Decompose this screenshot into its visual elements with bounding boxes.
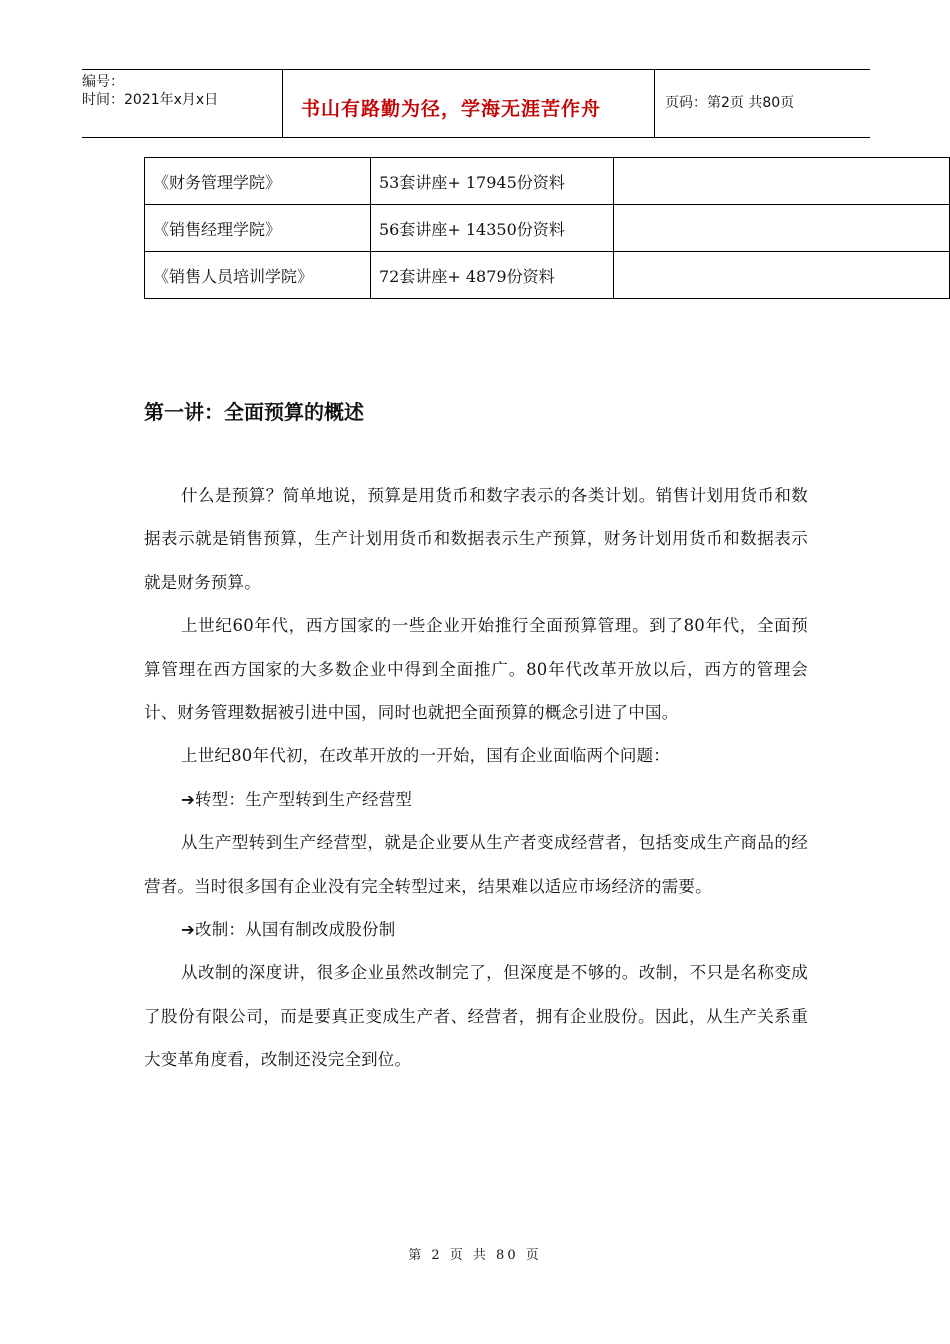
bullet-point — [144, 908, 808, 951]
table-cell-name: 《财务管理学院》 — [145, 158, 371, 205]
section-title: 第一讲：全面预算的概述 — [144, 400, 364, 424]
header-page-label: 页码：第2页 共80页 — [665, 95, 795, 111]
table-cell-name: 《销售人员培训学院》 — [145, 252, 371, 299]
table-cell-note — [614, 158, 950, 205]
time-label: 时间：2021年x月x日 — [82, 92, 219, 108]
table-cell-note — [614, 252, 950, 299]
table-row — [145, 158, 950, 205]
arrow-icon: ➔ — [181, 789, 196, 809]
bullet-point — [144, 778, 808, 821]
table-cell-content: 53套讲座+ 17945份资料 — [371, 158, 614, 205]
paragraph: 从生产型转到生产经营型，就是企业要从生产者变成经营者，包括变成生产商品的经营者。当时很多国有企业没有完全转型过来，结果难以适应市场经济的需要。 — [144, 833, 808, 896]
arrow-icon: ➔ — [181, 920, 196, 940]
table-cell-note — [614, 205, 950, 252]
motto-text: 书山有路勤为径，学海无涯苦作舟 — [301, 98, 602, 120]
table-cell-name: 《销售经理学院》 — [145, 205, 371, 252]
table-row — [145, 205, 950, 252]
header-motto-cell — [282, 70, 655, 137]
paragraph: 上世纪60年代，西方国家的一些企业开始推行全面预算管理。到了80年代，全面预算管理在西方国家的大多数企业中得到全面推广。80年代改革开放以后，西方的管理会计、财务管理数据被引进中国，同时也就把全面预算的概念引进了中国。 — [144, 616, 808, 723]
table-row — [145, 252, 950, 299]
paragraph: 从改制的深度讲，很多企业虽然改制完了，但深度是不够的。改制，不只是名称变成了股份有限公司，而是要真正变成生产者、经营者，拥有企业股份。因此，从生产关系重大变革角度看，改制还没完全到位。 — [144, 963, 808, 1070]
section-body — [144, 474, 808, 1082]
bullet-text: 转型：生产型转到生产经营型 — [195, 789, 413, 809]
table-cell-content: 56套讲座+ 14350份资料 — [371, 205, 614, 252]
table-cell-content: 72套讲座+ 4879份资料 — [371, 252, 614, 299]
resource-table — [144, 157, 950, 299]
page-footer: 第 2 页 共 80 页 — [408, 1248, 542, 1263]
paragraph: 上世纪80年代初，在改革开放的一开始，国有企业面临两个问题： — [181, 746, 670, 766]
bullet-text: 改制：从国有制改成股份制 — [195, 920, 396, 940]
page-header — [82, 69, 870, 138]
number-label: 编号： — [82, 74, 124, 90]
header-meta — [82, 70, 282, 140]
paragraph: 什么是预算？简单地说，预算是用货币和数字表示的各类计划。销售计划用货币和数据表示就是销售预算，生产计划用货币和数据表示生产预算，财务计划用货币和数据表示就是财务预算。 — [144, 486, 808, 592]
